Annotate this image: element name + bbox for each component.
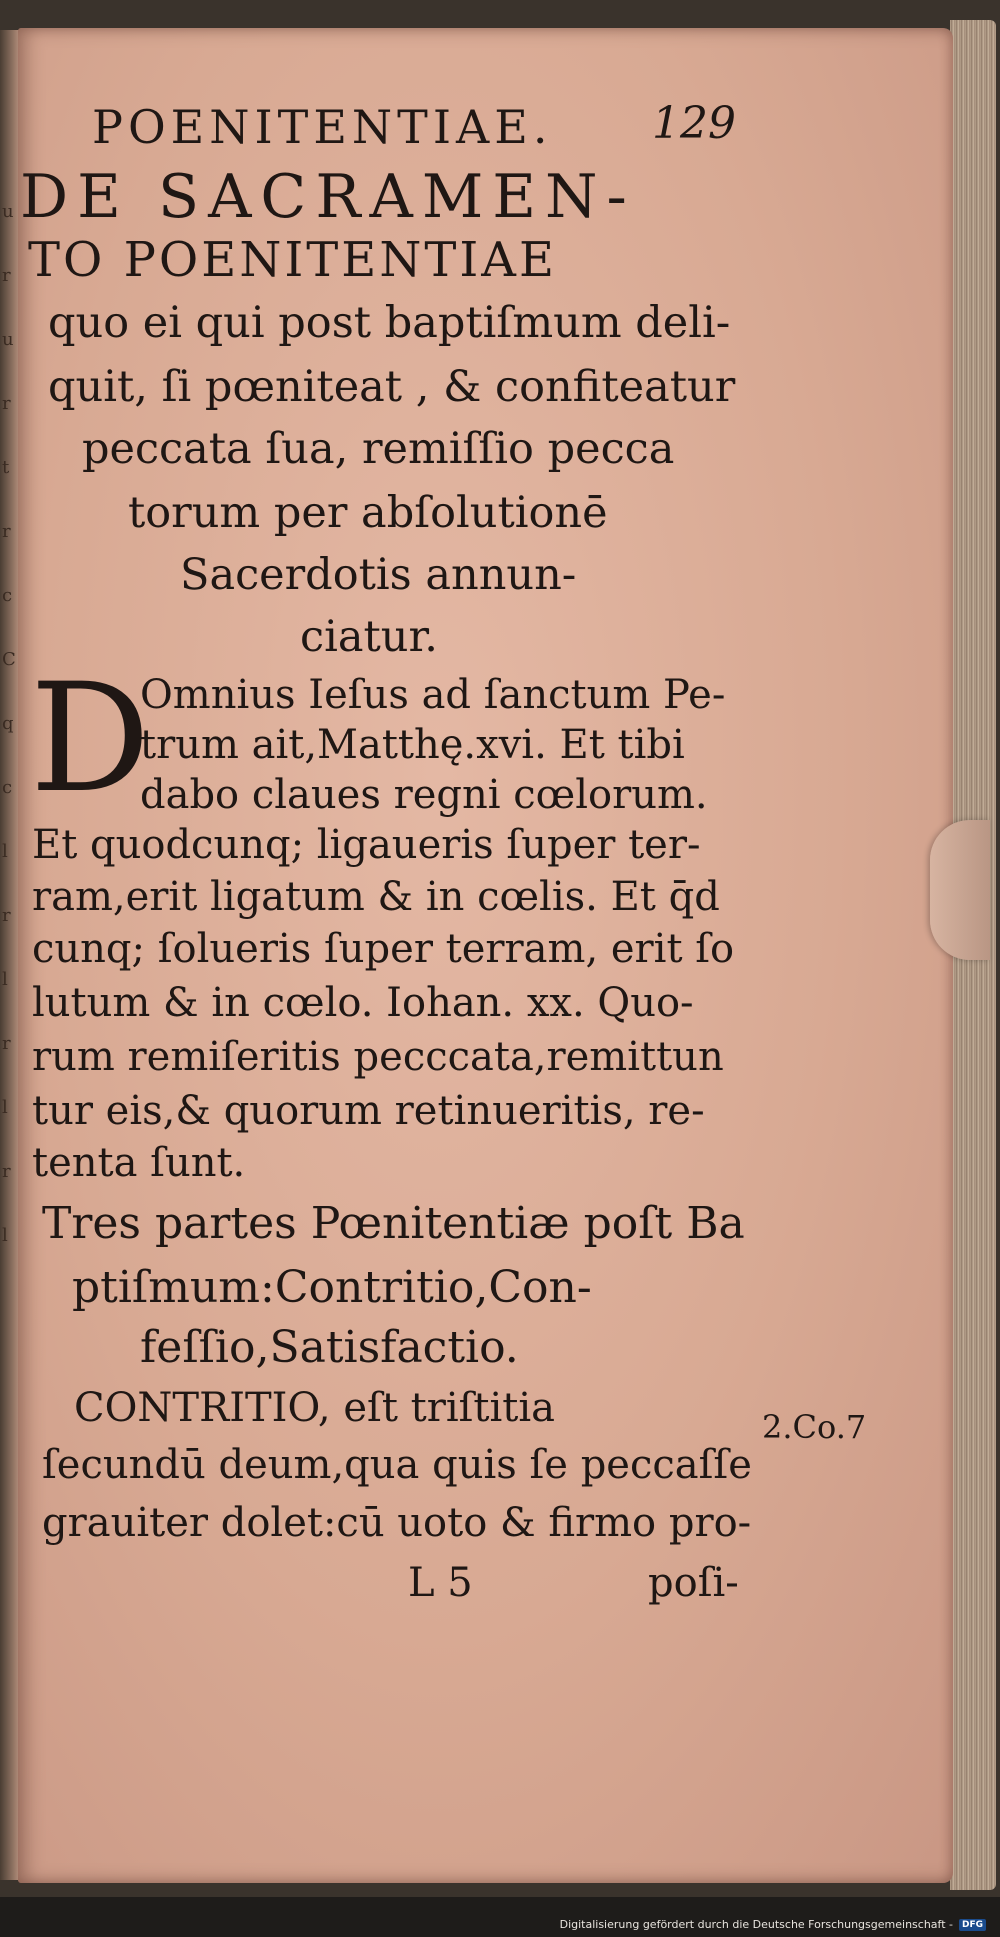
subheading-line: quo ei qui post baptiſmum deli- <box>48 298 731 348</box>
body-line: rum remiſeritis pecccata,remittun <box>32 1034 724 1080</box>
body-line: cunq; ſolueris ſuper terram, erit ſo <box>32 926 735 972</box>
credit-text: Digitalisierung gefördert durch die Deutsche Forschungsgemeinschaft - <box>559 1918 953 1931</box>
parts-line: ptiſmum:Contritio,Con- <box>72 1262 592 1313</box>
digitization-credit <box>560 1918 986 1931</box>
margin-note: 2.Co.7 <box>762 1408 867 1446</box>
parts-line: Tres partes Pœnitentiæ poſt Ba <box>42 1198 745 1249</box>
page-number: 129 <box>652 98 736 149</box>
drop-cap: D <box>30 652 151 826</box>
body-line: dabo claues regni cœlorum. <box>140 772 708 818</box>
page-clip <box>930 820 990 960</box>
heading-line-1: DE SACRAMEN- <box>20 162 636 232</box>
body-line: tur eis,& quorum retinueritis, re- <box>32 1088 705 1134</box>
body-line: trum ait,Matthę.xvi. Et tibi <box>140 722 685 768</box>
contritio-line: grauiter dolet:cū uoto & firmo pro- <box>42 1500 752 1546</box>
body-line: Et quodcunq; ligaueris ſuper ter- <box>32 822 701 868</box>
subheading-line: torum per abſolutionē <box>128 488 608 538</box>
body-line: Omnius Ieſus ad ſanctum Pe- <box>140 672 726 718</box>
subheading-line: Sacerdotis annun- <box>180 550 577 600</box>
parts-line: feſſio,Satisfactio. <box>140 1322 519 1373</box>
contritio-line: ſecundū deum,qua quis ſe peccaſſe <box>42 1442 752 1488</box>
contritio-line: CONTRITIO, eſt triſtitia <box>74 1385 555 1431</box>
signature-mark: L 5 <box>408 1560 473 1606</box>
subheading-line: quit, ſi pœniteat , & confiteatur <box>48 362 736 412</box>
running-head: POENITENTIAE. <box>92 100 553 154</box>
subheading-line: peccata ſua, remiſſio pecca <box>82 424 675 474</box>
gutter-letters: u r u r t r c C q c l r l r l r l <box>2 201 16 1246</box>
subheading-line: ciatur. <box>300 612 438 662</box>
footer-bar <box>0 1897 1000 1937</box>
body-line: lutum & in cœlo. Iohan. xx. Quo- <box>32 980 694 1026</box>
dfg-logo: DFG <box>959 1919 986 1931</box>
heading-line-2: TO POENITENTIAE <box>28 232 558 288</box>
body-line: ram,erit ligatum & in cœlis. Et q̄d <box>32 874 720 920</box>
body-line: tenta ſunt. <box>32 1140 246 1186</box>
catchword: poſi- <box>648 1560 739 1606</box>
